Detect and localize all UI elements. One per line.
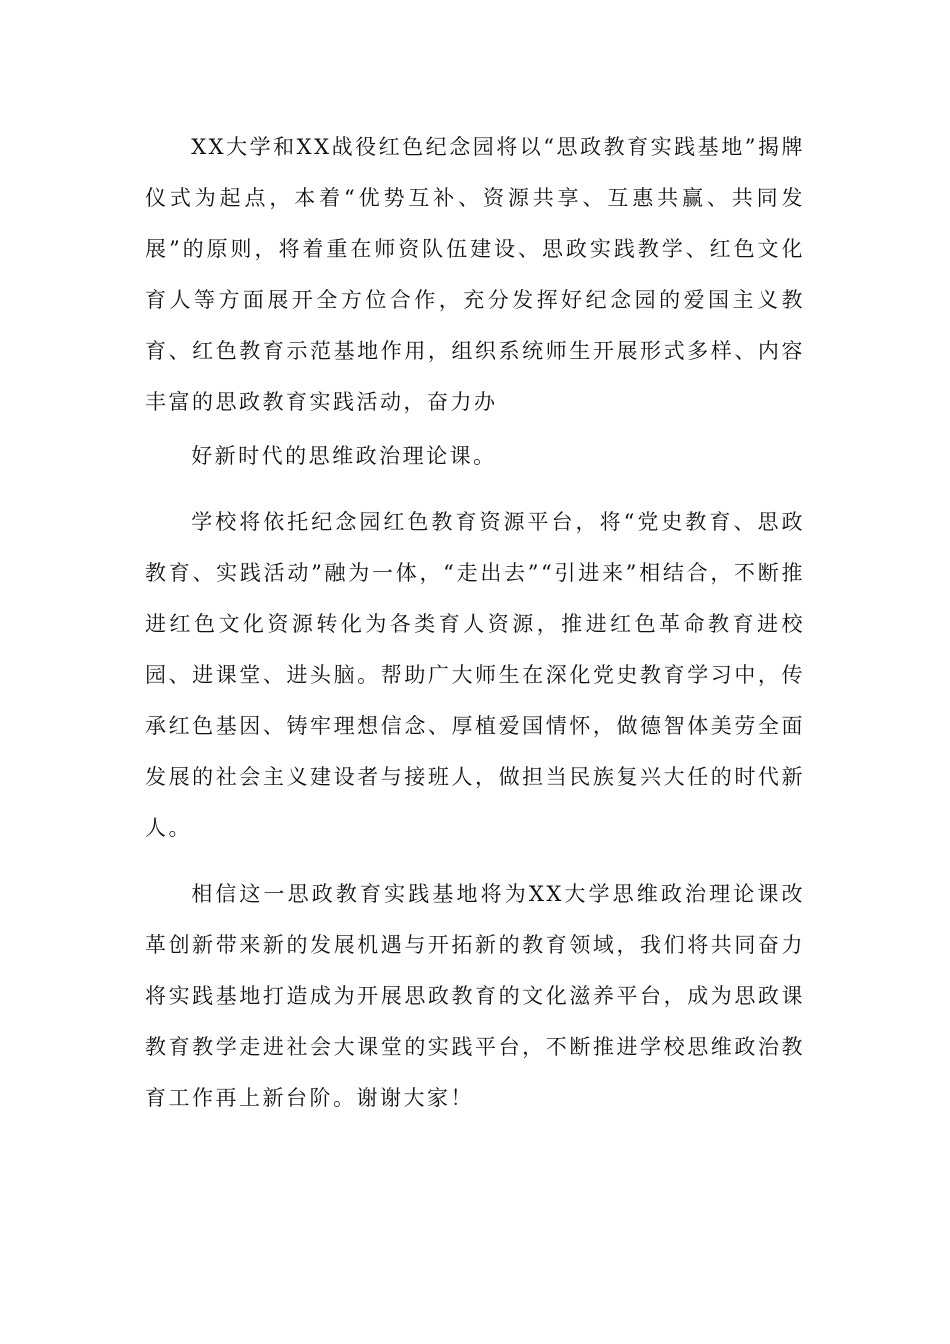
document-body [145,122,805,1124]
paragraph-3: 学校将依托纪念园红色教育资源平台，将“党史教育、思政教育、实践活动”融为一体，“走出去”“引进来”相结合，不断推进红色文化资源转化为各类育人资源，推进红色革命教育进校园、进课堂、进头脑。帮助广大师生在深化党史教育学习中，传承红色基因、铸牢理想信念、厚植爱国情怀，做德智体美劳全面发展的社会主义建设者与接班人，做担当民族复兴大任的时代新人。 [145,510,805,840]
paragraph-1: XX大学和XX战役红色纪念园将以“思政教育实践基地”揭牌仪式为起点，本着“优势互补、资源共享、互惠共赢、共同发展”的原则，将着重在师资队伍建设、思政实践教学、红色文化育人等方面展开全方位合作，充分发挥好纪念园的爱国主义教育、红色教育示范基地作用，组织系统师生开展形式多样、内容丰富的思政教育实践活动，奋力办 [145,135,805,414]
paragraph-2: 好新时代的思维政治理论课。 [191,444,497,468]
paragraph-4: 相信这一思政教育实践基地将为XX大学思维政治理论课改革创新带来新的发展机遇与开拓新的教育领域，我们将共同奋力将实践基地打造成为开展思政教育的文化滋养平台，成为思政课教育教学走进社会大课堂的实践平台，不断推进学校思维政治教育工作再上新台阶。谢谢大家！ [145,882,805,1110]
